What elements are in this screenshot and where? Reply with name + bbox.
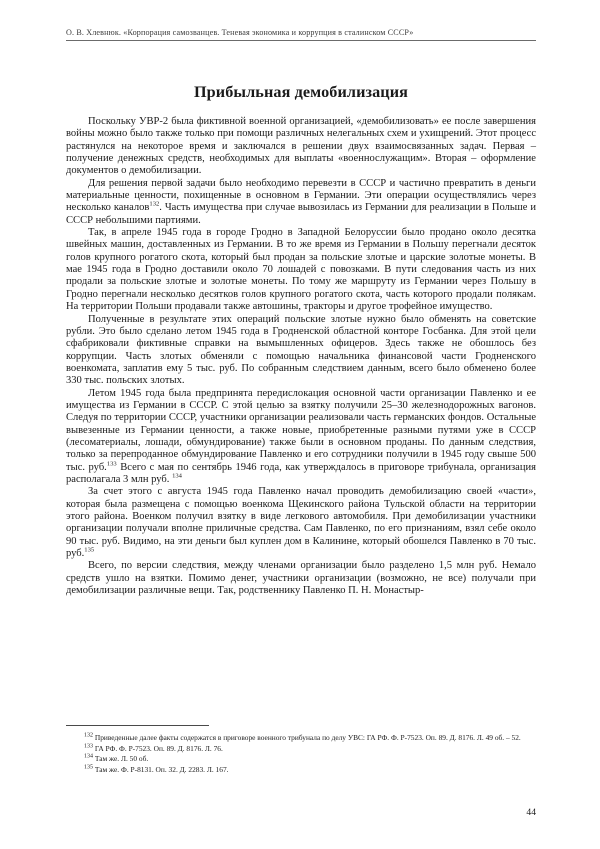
footnote-135	[66, 765, 536, 775]
paragraph-6	[66, 486, 536, 560]
footnote-text-133: ГА РФ. Ф. Р-7523. Оп. 89. Д. 8176. Л. 76.	[94, 743, 223, 753]
footnote-number-133: 133	[84, 743, 93, 750]
body-text	[66, 116, 536, 597]
paragraph-2-head: Для решения первой задачи было необходимо перевезти в СССР и частично превратить в деньги материальные ценности, похищенные в основном в Германии. Эти операции осуществлялись через несколько каналов	[66, 177, 536, 214]
paragraph-6-head: За счет этого с августа 1945 года Павленко начал проводить демобилизацию своей «части», которая была размещена с помощью военкома Щекинского района Тульской области на территории этого района. Военком получил взятку в виде легкового автомобиля. При демобилизации участники организации получали вполне приличные средства. Сам Павленко, по его признаниям, взял себе около 90 тыс. руб. Видимо, на эти деньги был куплен дом в Калинине, который обошелся Павленко в 70 тыс. руб.	[66, 486, 536, 560]
paragraph-5	[66, 388, 536, 487]
footnotes-area	[66, 725, 536, 776]
page-title: Прибыльная демобилизация	[193, 83, 409, 101]
footnote-number-134: 134	[84, 753, 93, 760]
running-head: О. В. Хлевнюк. «Корпорация самозванцев. Теневая экономика и коррупция в сталинском СССР»	[66, 28, 536, 41]
footnote-ref-135[interactable]: 135	[84, 546, 95, 554]
footnote-number-135: 135	[84, 764, 93, 771]
page-number: 44	[526, 807, 536, 818]
paragraph-4: Полученные в результате этих операций польские злотые нужно было обменять на советские рубли. Это было сделано летом 1945 года в Гродненской областной конторе Госбанка. Для этой цели сфабриковали фиктивные справки на вымышленных офицеров. Здесь также не обошлось без коррупции. Часть злотых обменяли с помощью начальника финансовой части Гродненского военкомата, заплатив ему 5 тыс. руб. По собранным следствием данным, всего было обменено более 330 тыс. польских злотых.	[66, 313, 536, 387]
paragraph-5-head: Летом 1945 года была предпринята передислокация основной части организации Павленко и ее имущества из Германии в СССР. С этой целью за взятку получили 25–30 железнодорожных вагонов. Следуя по территории СССР, участники организации реализовали часть германских фондов. Остальные вывезенные из Германии ценности, а также новые, приобретенные разными путями уже в СССР (лесоматериалы, лошади, обмундирование) также были в основном проданы. По данным следствия, только за перепроданное обмундирование Павленко и его сотрудники получили в 1945 году свыше 500 тыс. руб.	[66, 387, 536, 473]
footnote-text-135: Там же. Ф. Р-8131. Оп. 32. Д. 2283. Л. 167.	[94, 765, 229, 775]
paragraph-2	[66, 178, 536, 227]
footnote-separator-rule	[66, 725, 209, 726]
paragraph-3: Так, в апреле 1945 года в городе Гродно в Западной Белоруссии было продано около десятка швейных машин, доставленных из Германии. В то же время из Германии в Польшу перегнали десяток голов крупного рогатого скота, который был продан за польские злотые и царские золотые монеты. В мае 1945 года в Гродно доставили около 70 лошадей с повозками. В пути следования часть из них продали за польские злотые и золотые монеты. По тому же маршруту из Германии через Польшу в Гродно перегнали несколько десятков голов крупного рогатого скота, часть которого продали полякам. На территории Польши продавали также автошины, тракторы и другое трофейное имущество.	[66, 227, 536, 313]
footnote-number-132: 132	[84, 732, 93, 739]
footnote-text-132: Приведенные далее факты содержатся в приговоре военного трибунала по делу УВС: ГА РФ. Ф. Р-7523. Оп. 89. Д. 8176. Л. 49 об. – 52.	[94, 732, 521, 742]
footnote-text-134: Там же. Л. 50 об.	[94, 754, 149, 764]
paragraph-1: Поскольку УВР-2 была фиктивной военной организацией, «демобилизовать» ее после завершения войны можно было также только при помощи различных нелегальных схем и ухищрений. Этот процесс растянулся на некоторое время и заключался в решении двух взаимосвязанных задач. Первая – получение денежных средств, необходимых для выплаты «военнослужащим». Вторая – оформление документов о демобилизации.	[66, 116, 536, 177]
footnote-133	[66, 744, 536, 754]
paragraph-2-tail: . Часть имущества при случае вывозилась из Германии для реализации в Польше и СССР небольшими партиями.	[66, 202, 536, 226]
footnote-134	[66, 754, 536, 764]
footnote-ref-133[interactable]: 133	[106, 460, 117, 468]
paragraph-7: Всего, по версии следствия, между членами организации было разделено 1,5 млн руб. Немало средств ушло на взятки. Помимо денег, участники организации (возможно, не все) получали при демобилизации различные вещи. Так, родственнику Павленко П. Н. Монастыр-	[66, 560, 536, 597]
footnote-ref-134[interactable]: 134	[172, 472, 182, 480]
page-content-area	[66, 28, 536, 818]
footnote-132	[66, 733, 536, 743]
paragraph-5-tail: Всего с мая по сентябрь 1946 года, как утверждалось в приговоре трибунала, организация располагала 3 млн руб.	[66, 461, 536, 485]
footnote-ref-132[interactable]: 132	[149, 200, 160, 208]
